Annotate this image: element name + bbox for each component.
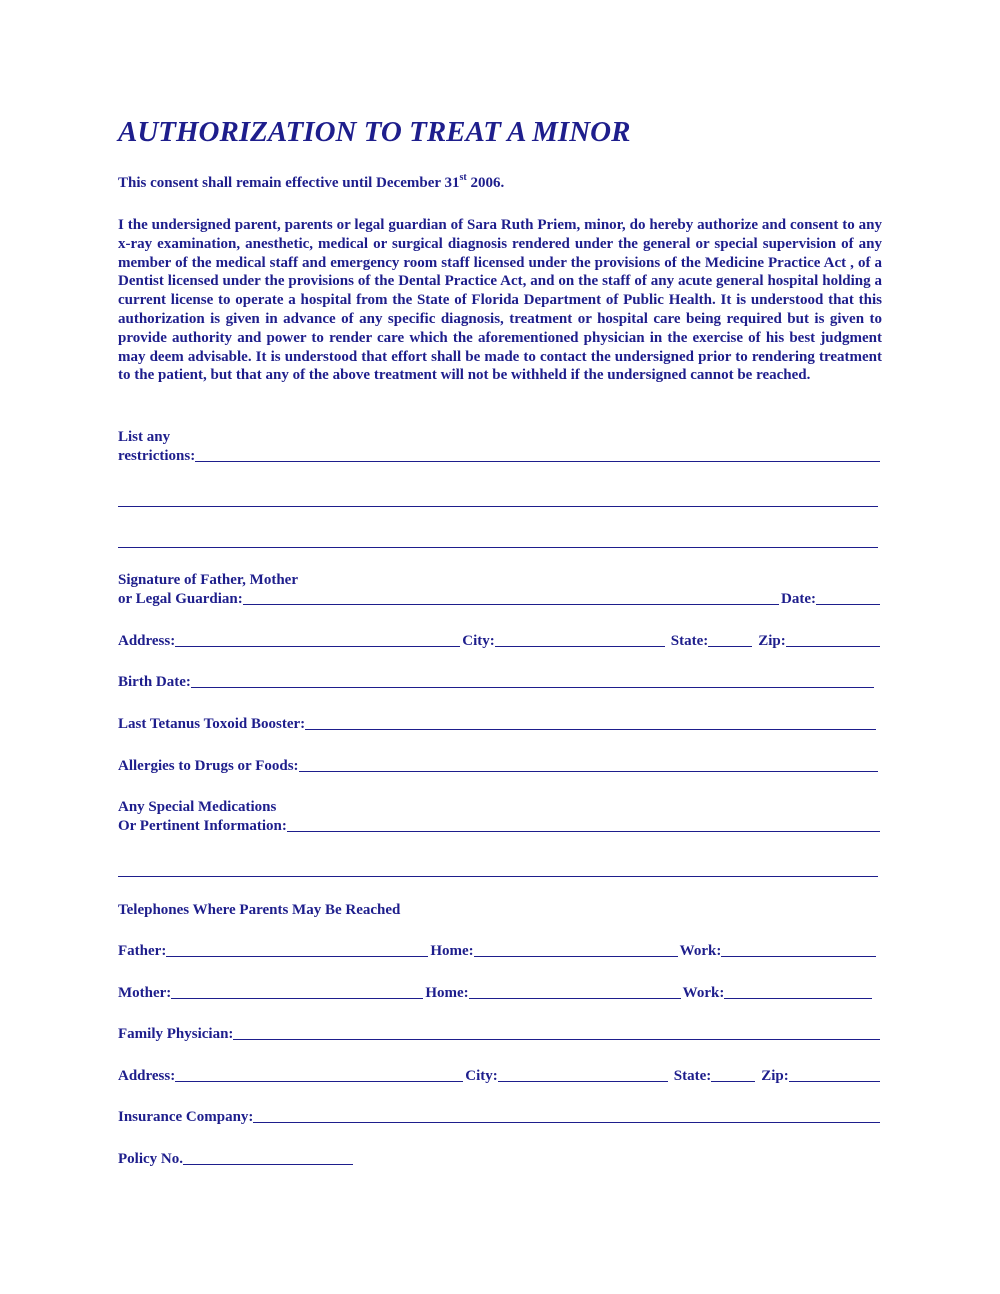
- physician-city-label: City:: [465, 1068, 498, 1084]
- restrictions-field[interactable]: [195, 447, 880, 462]
- birth-date-field[interactable]: [191, 673, 874, 688]
- mother-work-field[interactable]: [724, 984, 872, 999]
- city-field[interactable]: [495, 632, 665, 647]
- physician-address-field[interactable]: [175, 1067, 463, 1082]
- physician-label: Family Physician:: [118, 1026, 234, 1042]
- tetanus-field[interactable]: [305, 715, 876, 730]
- physician-address-label: Address:: [118, 1068, 176, 1084]
- medications-field-line2[interactable]: [118, 876, 878, 877]
- father-label: Father:: [118, 943, 167, 959]
- state-label: State:: [670, 633, 709, 649]
- signature-row: [118, 590, 882, 608]
- address-label: Address:: [118, 633, 176, 649]
- zip-field[interactable]: [786, 632, 880, 647]
- signature-label: or Legal Guardian:: [118, 591, 243, 607]
- mother-home-field[interactable]: [469, 984, 681, 999]
- signature-label-line1: Signature of Father, Mother: [118, 572, 298, 588]
- father-home-label: Home:: [430, 943, 474, 959]
- telephones-heading: Telephones Where Parents May Be Reached: [118, 902, 401, 918]
- physician-state-field[interactable]: [711, 1067, 755, 1082]
- physician-city-field[interactable]: [498, 1067, 668, 1082]
- mother-label: Mother:: [118, 985, 172, 1001]
- city-label: City:: [462, 633, 495, 649]
- physician-field[interactable]: [233, 1025, 880, 1040]
- restrictions-label-line1: List any: [118, 429, 171, 445]
- policy-row: [118, 1150, 368, 1168]
- consent-paragraph: I the undersigned parent, parents or legal guardian of Sara Ruth Priem, minor, do hereby authorize and consent to any x-ray examination, anesthetic, medical or surgical diagnosis rendered under the general or special supervision of any member of the medical staff and emergency room staff licensed under the provisions of the Medicine Practice Act , of a Dentist licensed under the provisions of the Dental Practice Act, and on the staff of any acute general hospital holding a current license to operate a hospital from the State of Florida Department of Public Health. It is understood that this authorization is given in advance of any specific diagnosis, treatment or hospital care being required but is given to provide authority and power to render care which the aforementioned physician in the exercise of his best judgment may deem advisable. It is understood that effort shall be made to contact the undersigned prior to rendering treatment to the patient, but that any of the above treatment will not be withheld if the undersigned cannot be reached.: [118, 217, 882, 384]
- effective-suffix: 2006.: [466, 175, 505, 191]
- restrictions-field-line2[interactable]: [118, 506, 878, 507]
- policy-label: Policy No.: [118, 1151, 183, 1167]
- insurance-label: Insurance Company:: [118, 1109, 254, 1125]
- mother-row: [118, 984, 874, 1002]
- medications-row: [118, 817, 882, 835]
- father-work-field[interactable]: [721, 942, 876, 957]
- policy-field[interactable]: [183, 1150, 353, 1165]
- father-field[interactable]: [166, 942, 428, 957]
- medications-label-line1: Any Special Medications: [118, 799, 277, 815]
- physician-address-row: [118, 1067, 882, 1085]
- father-home-field[interactable]: [474, 942, 678, 957]
- mother-field[interactable]: [171, 984, 423, 999]
- date-label: Date:: [781, 591, 816, 607]
- restrictions-label: restrictions:: [118, 448, 196, 464]
- physician-row: [118, 1025, 882, 1043]
- insurance-field[interactable]: [253, 1108, 880, 1123]
- zip-label: Zip:: [758, 633, 786, 649]
- date-field[interactable]: [816, 590, 880, 605]
- address-row: [118, 632, 882, 650]
- physician-zip-field[interactable]: [789, 1067, 880, 1082]
- signature-field[interactable]: [243, 590, 779, 605]
- restrictions-row: [118, 447, 882, 465]
- mother-work-label: Work:: [682, 985, 725, 1001]
- allergies-field[interactable]: [299, 757, 878, 772]
- allergies-row: [118, 757, 880, 775]
- restrictions-field-line3[interactable]: [118, 547, 878, 548]
- effective-date-statement: [118, 172, 505, 192]
- allergies-label: Allergies to Drugs or Foods:: [118, 758, 299, 774]
- birth-date-row: [118, 673, 876, 691]
- tetanus-row: [118, 715, 878, 733]
- physician-state-label: State:: [673, 1068, 712, 1084]
- mother-home-label: Home:: [425, 985, 469, 1001]
- state-field[interactable]: [708, 632, 752, 647]
- physician-zip-label: Zip:: [761, 1068, 789, 1084]
- father-row: [118, 942, 878, 960]
- insurance-row: [118, 1108, 882, 1126]
- tetanus-label: Last Tetanus Toxoid Booster:: [118, 716, 306, 732]
- medications-label: Or Pertinent Information:: [118, 818, 287, 834]
- form-title: AUTHORIZATION TO TREAT A MINOR: [118, 116, 631, 148]
- birth-date-label: Birth Date:: [118, 674, 191, 690]
- father-work-label: Work:: [679, 943, 722, 959]
- medications-field[interactable]: [287, 817, 880, 832]
- effective-prefix: This consent shall remain effective until December 31: [118, 175, 460, 191]
- address-field[interactable]: [175, 632, 460, 647]
- effective-superscript: st: [459, 172, 467, 183]
